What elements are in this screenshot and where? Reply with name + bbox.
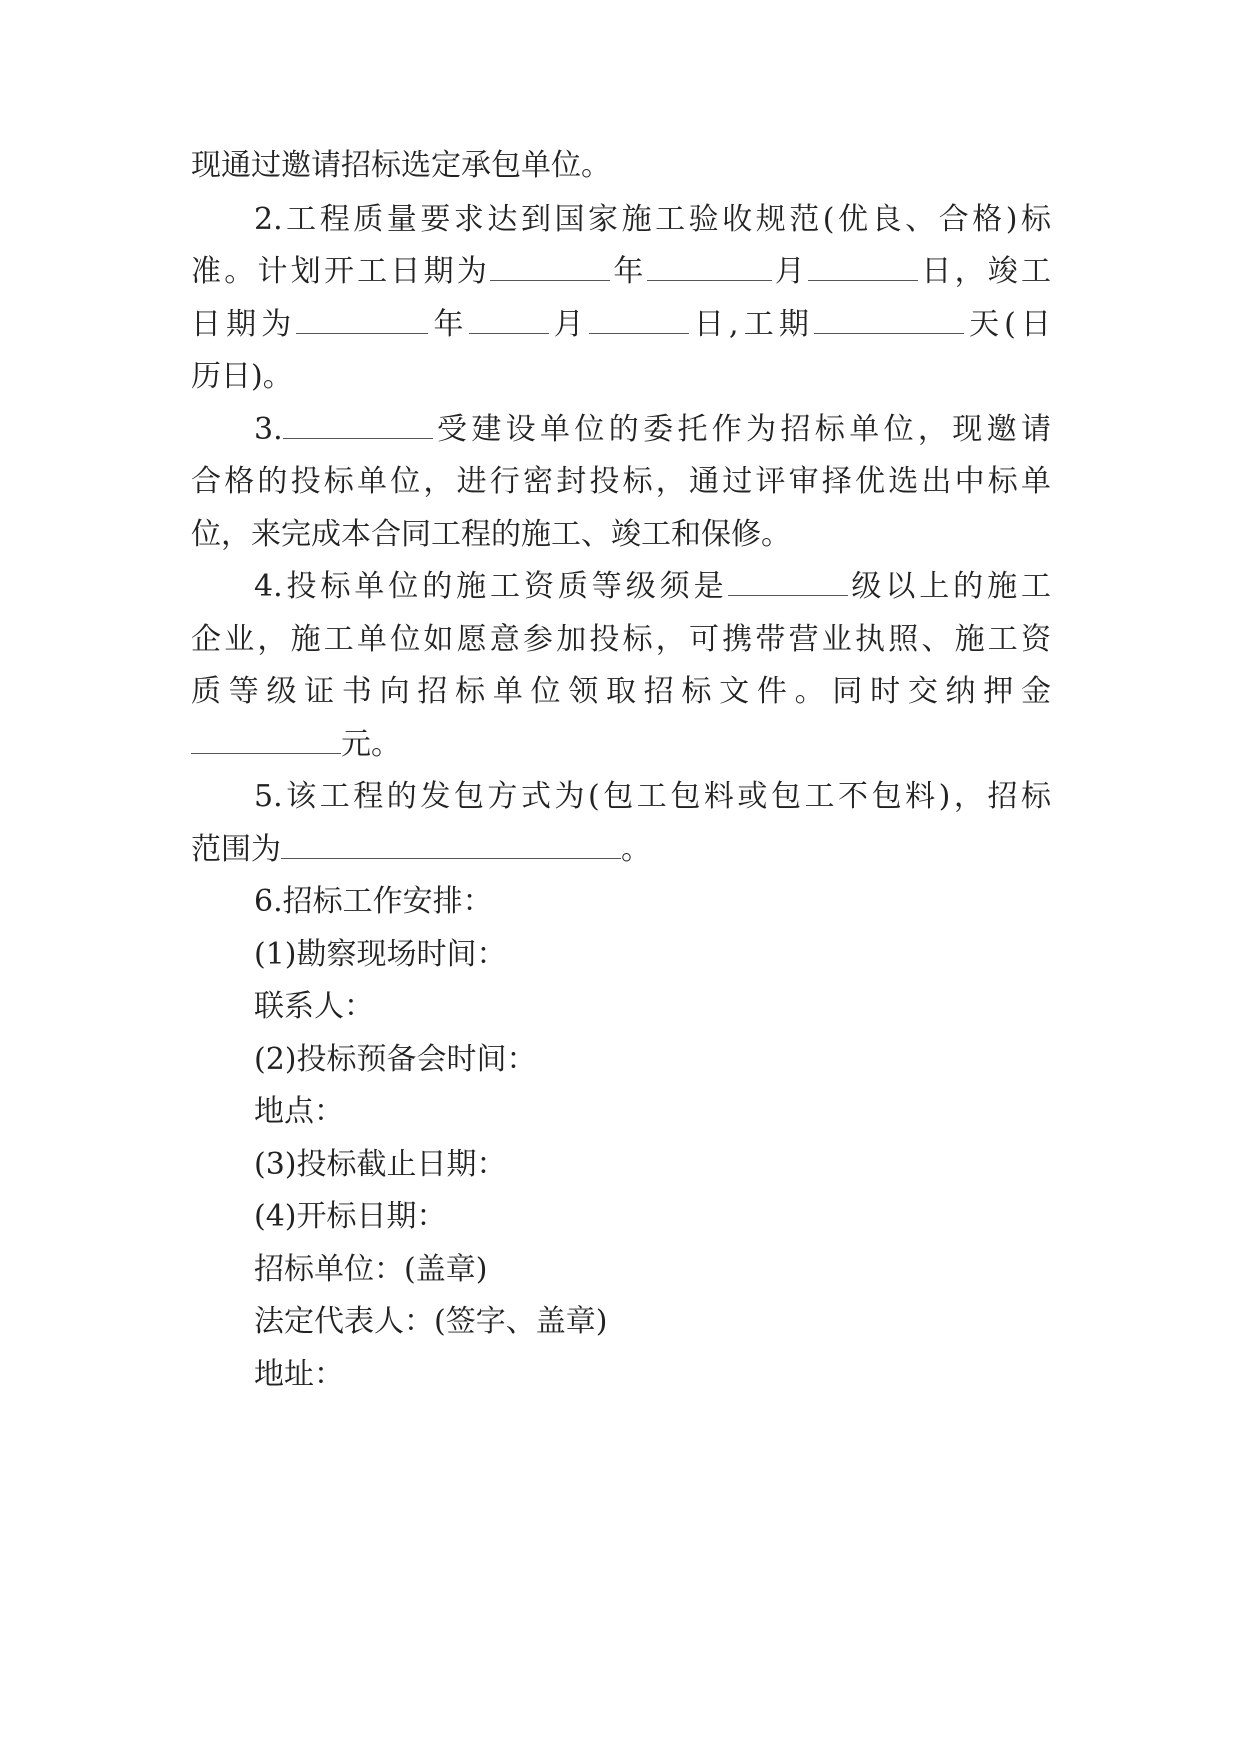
contact-person: [254, 987, 1051, 1027]
clause-6-heading: [254, 882, 1051, 922]
tender-unit-seal: [254, 1250, 1051, 1290]
text: 6.招标工作安排：: [254, 884, 493, 919]
text: 准。计划开工日期为: [191, 254, 491, 289]
clause-4-line-1: [254, 567, 1051, 607]
start-year-blank[interactable]: [490, 254, 610, 281]
text: 天(日: [963, 307, 1052, 342]
text: 地点：: [254, 1094, 344, 1129]
clause-4-line-3: [191, 672, 1051, 712]
text: 范围为: [191, 832, 281, 867]
clause-2-line-3: [191, 305, 1051, 345]
text: 年: [428, 307, 469, 342]
text: 质等级证书向招标单位领取招标文件。同时交纳押金: [191, 674, 1051, 709]
start-day-blank[interactable]: [808, 254, 918, 281]
text: 招标单位：(盖章): [254, 1252, 488, 1287]
paragraph-line: [191, 146, 1051, 186]
text: 年: [610, 254, 647, 289]
text: 受建设单位的委托作为招标单位，现邀请: [432, 412, 1051, 447]
tender-scope-blank[interactable]: [281, 832, 621, 859]
start-month-blank[interactable]: [647, 254, 772, 281]
text: 日,工期: [688, 307, 814, 342]
clause-2-line-4: [191, 357, 1051, 397]
clause-4-line-4: [191, 725, 1051, 765]
text: 日期为: [191, 307, 297, 342]
end-year-blank[interactable]: [296, 307, 428, 334]
end-month-blank[interactable]: [469, 307, 549, 334]
text: 日，竣工: [918, 254, 1052, 289]
clause-5-line-1: [254, 777, 1051, 817]
text: 元。: [341, 727, 401, 762]
bid-opening-date: [254, 1197, 1051, 1237]
clause-3-line-2: [191, 462, 1051, 502]
text: (1)勘察现场时间：: [254, 937, 507, 972]
text: 3.: [254, 412, 283, 447]
text: 现通过邀请招标选定承包单位。: [191, 148, 611, 183]
text: 5.该工程的发包方式为(包工包料或包工不包料)，招标: [254, 779, 1051, 814]
text: 月: [548, 307, 589, 342]
end-day-blank[interactable]: [589, 307, 689, 334]
text: 位，来完成本合同工程的施工、竣工和保修。: [191, 517, 791, 552]
clause-3-line-3: [191, 515, 1051, 555]
clause-2-line-1: [254, 200, 1051, 240]
bid-deadline: [254, 1145, 1051, 1185]
text: 历日)。: [191, 359, 293, 394]
text: (4)开标日期：: [254, 1199, 447, 1234]
text: 合格的投标单位，进行密封投标，通过评审择优选出中标单: [191, 464, 1051, 499]
deposit-amount-blank[interactable]: [191, 727, 341, 754]
tender-unit-blank[interactable]: [283, 412, 433, 439]
text: 。: [621, 832, 651, 867]
text: 4.投标单位的施工资质等级须是: [254, 569, 728, 604]
meeting-location: [254, 1092, 1051, 1132]
clause-3-line-1: [254, 410, 1051, 450]
text: 级以上的施工: [847, 569, 1052, 604]
clause-2-line-2: [191, 252, 1051, 292]
site-visit-time: [254, 935, 1051, 975]
address: [254, 1355, 1051, 1395]
text: (2)投标预备会时间：: [254, 1042, 537, 1077]
text: 月: [771, 254, 809, 289]
pre-bid-meeting-time: [254, 1040, 1051, 1080]
qualification-level-blank[interactable]: [728, 569, 848, 596]
text: 地址：: [254, 1357, 344, 1392]
clause-5-line-2: [191, 830, 1051, 870]
clause-4-line-2: [191, 620, 1051, 660]
text: 2.工程质量要求达到国家施工验收规范(优良、合格)标: [254, 202, 1051, 237]
text: 联系人：: [254, 989, 374, 1024]
text: (3)投标截止日期：: [254, 1147, 507, 1182]
text: 法定代表人：(签字、盖章): [254, 1304, 608, 1339]
duration-blank[interactable]: [814, 307, 964, 334]
legal-representative: [254, 1302, 1051, 1342]
text: 企业，施工单位如愿意参加投标，可携带营业执照、施工资: [191, 622, 1051, 657]
